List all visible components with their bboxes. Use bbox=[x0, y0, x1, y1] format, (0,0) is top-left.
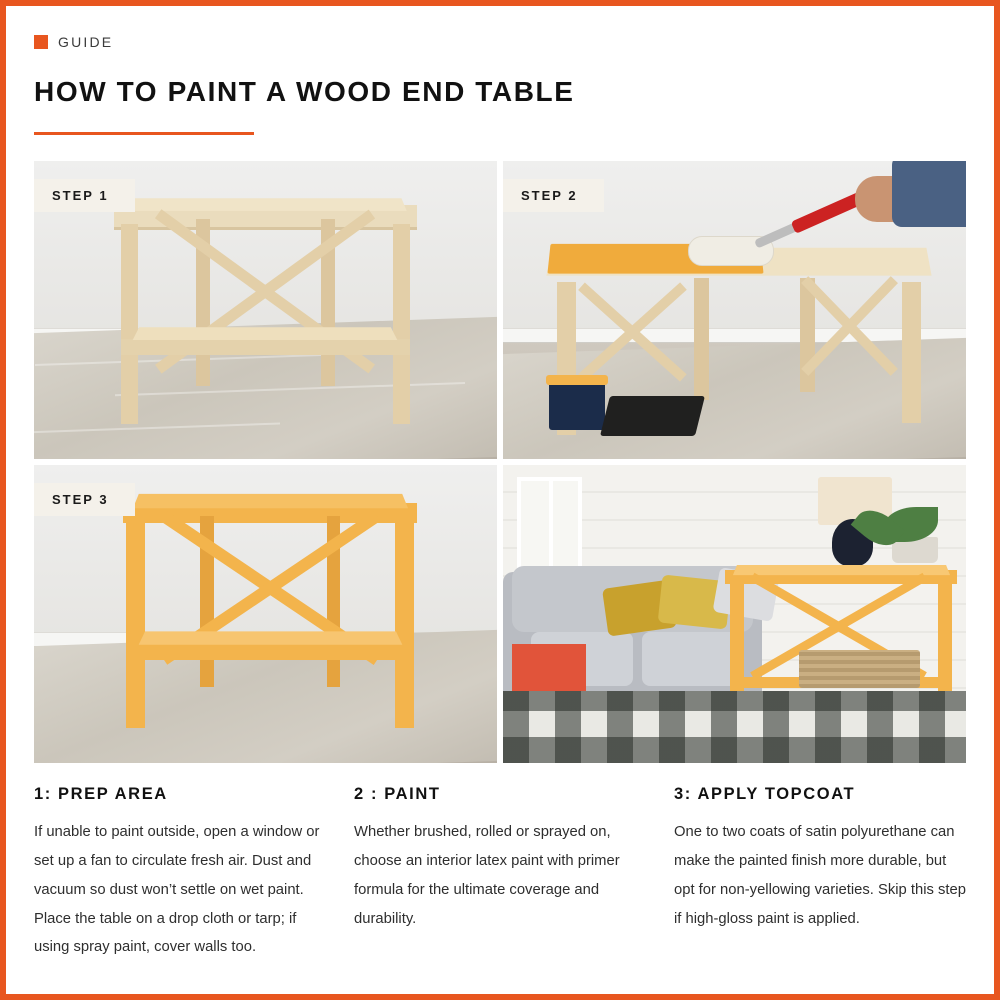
step-image-grid bbox=[34, 161, 966, 763]
caption-1 bbox=[34, 785, 326, 962]
woven-basket bbox=[799, 650, 919, 689]
step-image-2 bbox=[503, 161, 966, 459]
caption-row bbox=[34, 785, 966, 962]
step-tag-3: STEP 3 bbox=[34, 483, 135, 516]
wood-end-table bbox=[549, 238, 929, 435]
denim-sleeve bbox=[892, 161, 966, 227]
caption-1-body: If unable to paint outside, open a window or set up a fan to circulate fresh air. Dust and vacuum so dust won’t settle on wet paint. Place the table on a drop cloth or tarp; if using spray paint, cover walls too. bbox=[34, 824, 320, 956]
step-tag-1: STEP 1 bbox=[34, 179, 135, 212]
title-underline bbox=[34, 132, 254, 135]
painted-end-table bbox=[117, 489, 423, 733]
caption-2-body: Whether brushed, rolled or sprayed on, choose an interior latex paint with primer formula for the ultimate coverage and durability. bbox=[354, 824, 620, 927]
checkered-rug bbox=[503, 691, 966, 763]
eyebrow-square-icon bbox=[34, 35, 48, 49]
paint-tray bbox=[600, 396, 705, 436]
eyebrow bbox=[34, 34, 966, 50]
paint-can bbox=[549, 382, 605, 430]
caption-1-title: 1: PREP AREA bbox=[34, 785, 168, 803]
caption-3-body: One to two coats of satin polyurethane can make the painted finish more durable, but opt for non-yellowing varieties. Skip this step if high-gloss paint is applied. bbox=[674, 824, 966, 927]
page-title: HOW TO PAINT A WOOD END TABLE bbox=[34, 76, 575, 107]
step-tag-2: STEP 2 bbox=[503, 179, 604, 212]
eyebrow-label: GUIDE bbox=[58, 34, 114, 50]
finished-room-image bbox=[503, 465, 966, 763]
paint-can-lid bbox=[546, 375, 608, 385]
step-image-3 bbox=[34, 465, 497, 763]
scene-4 bbox=[503, 465, 966, 763]
caption-2 bbox=[354, 785, 646, 962]
step-image-1 bbox=[34, 161, 497, 459]
wood-end-table bbox=[108, 191, 423, 429]
caption-3-title: 3: APPLY TOPCOAT bbox=[674, 785, 856, 803]
caption-2-title: 2 : PAINT bbox=[354, 785, 441, 803]
caption-3 bbox=[674, 785, 966, 962]
